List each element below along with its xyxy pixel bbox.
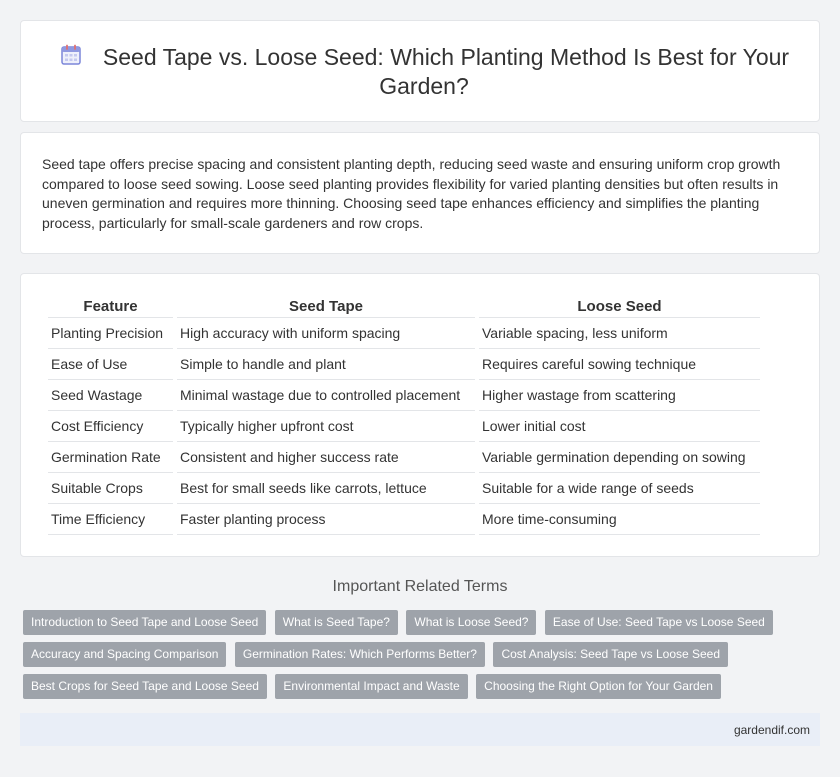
related-terms-heading: Important Related Terms [332, 578, 508, 595]
summary-card [20, 132, 820, 254]
seed-tape-cell: Minimal wastage due to controlled placement [177, 380, 475, 411]
table-header-row [48, 296, 760, 318]
feature-cell: Time Efficiency [48, 504, 173, 535]
feature-cell: Germination Rate [48, 442, 173, 473]
tag-what-is-seed-tape[interactable]: What is Seed Tape? [275, 610, 398, 635]
tag-row [23, 642, 823, 674]
comparison-card [20, 273, 820, 557]
tag-what-is-loose-seed[interactable]: What is Loose Seed? [406, 610, 536, 635]
table-row [48, 442, 760, 473]
title-card [20, 20, 820, 122]
tag-row [23, 610, 823, 642]
loose-seed-cell: More time-consuming [479, 504, 760, 535]
tag-accuracy-spacing[interactable]: Accuracy and Spacing Comparison [23, 642, 226, 667]
header-loose-seed: Loose Seed [479, 296, 760, 318]
tag-choosing-option[interactable]: Choosing the Right Option for Your Garden [476, 674, 721, 699]
loose-seed-cell: Suitable for a wide range of seeds [479, 473, 760, 504]
calendar-icon [59, 43, 83, 67]
feature-cell: Cost Efficiency [48, 411, 173, 442]
tag-cost-analysis[interactable]: Cost Analysis: Seed Tape vs Loose Seed [493, 642, 728, 667]
footer [20, 713, 820, 746]
loose-seed-cell: Higher wastage from scattering [479, 380, 760, 411]
comparison-table [44, 296, 764, 535]
table-row [48, 318, 760, 349]
header-seed-tape: Seed Tape [177, 296, 475, 318]
tag-ease-of-use[interactable]: Ease of Use: Seed Tape vs Loose Seed [545, 610, 773, 635]
table-row [48, 380, 760, 411]
tag-row [23, 674, 823, 706]
table-row [48, 349, 760, 380]
feature-cell: Ease of Use [48, 349, 173, 380]
header-feature: Feature [48, 296, 173, 318]
page-title-wrap [45, 43, 803, 101]
table-row [48, 504, 760, 535]
page-title: Seed Tape vs. Loose Seed: Which Planting Method Is Best for Your Garden? [102, 44, 790, 99]
tag-germination-rates[interactable]: Germination Rates: Which Performs Better? [235, 642, 485, 667]
loose-seed-cell: Variable spacing, less uniform [479, 318, 760, 349]
tag-introduction[interactable]: Introduction to Seed Tape and Loose Seed [23, 610, 266, 635]
seed-tape-cell: Best for small seeds like carrots, lettuce [177, 473, 475, 504]
loose-seed-cell: Variable germination depending on sowing [479, 442, 760, 473]
table-row [48, 411, 760, 442]
related-terms-tags [23, 610, 823, 706]
seed-tape-cell: Typically higher upfront cost [177, 411, 475, 442]
footer-site-link[interactable]: gardendif.com [733, 723, 810, 737]
feature-cell: Seed Wastage [48, 380, 173, 411]
seed-tape-cell: High accuracy with uniform spacing [177, 318, 475, 349]
loose-seed-cell: Requires careful sowing technique [479, 349, 760, 380]
feature-cell: Planting Precision [48, 318, 173, 349]
tag-best-crops[interactable]: Best Crops for Seed Tape and Loose Seed [23, 674, 267, 699]
table-row [48, 473, 760, 504]
seed-tape-cell: Consistent and higher success rate [177, 442, 475, 473]
summary-paragraph: Seed tape offers precise spacing and consistent planting depth, reducing seed waste and ensuring uniform crop growth compared to loose seed sowing. Loose seed planting provides flexibility for varied planting densities but often results in uneven germination and requires more thinning. Choosing seed tape enhances efficiency and simplifies the planting process, particularly for small-scale gardeners and row crops. [42, 156, 781, 231]
tag-environmental-impact[interactable]: Environmental Impact and Waste [275, 674, 467, 699]
loose-seed-cell: Lower initial cost [479, 411, 760, 442]
seed-tape-cell: Faster planting process [177, 504, 475, 535]
seed-tape-cell: Simple to handle and plant [177, 349, 475, 380]
feature-cell: Suitable Crops [48, 473, 173, 504]
